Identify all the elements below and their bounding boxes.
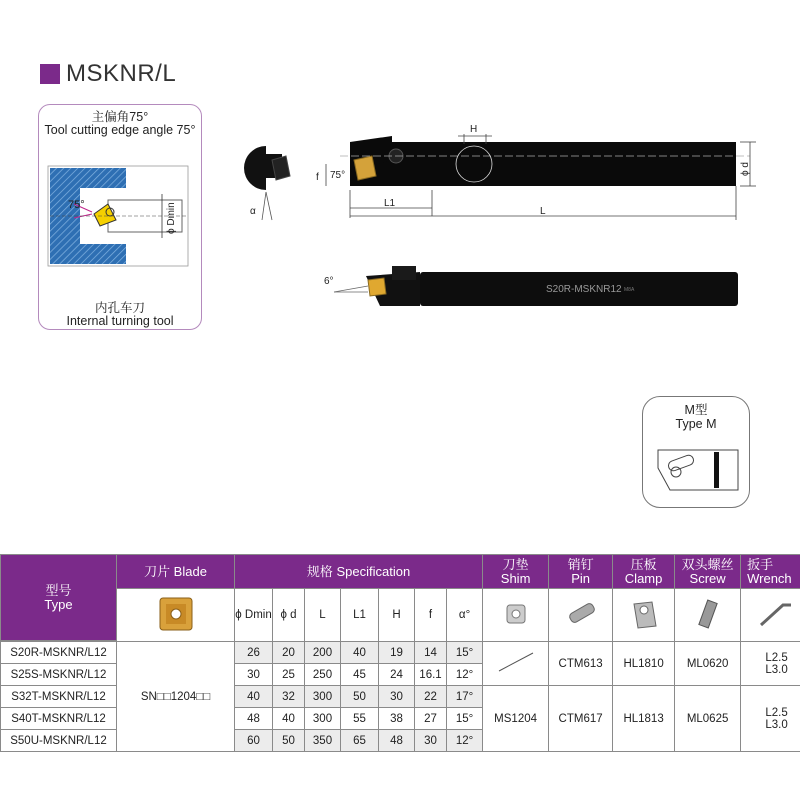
type-m-cn: M型	[684, 403, 708, 417]
alpha-cell: 12°	[447, 730, 483, 752]
f-cell: 30	[415, 730, 447, 752]
f-cell: 14	[415, 642, 447, 664]
type-cell: S20R-MSKNR/L12	[1, 642, 117, 664]
type-cell: S25S-MSKNR/L12	[1, 664, 117, 686]
alpha-cell: 17°	[447, 686, 483, 708]
h-cell: 30	[379, 686, 415, 708]
insert-blade-icon	[156, 594, 196, 634]
header-pin-en: Pin	[571, 570, 590, 586]
shim-icon	[505, 603, 527, 625]
l1-cell: 40	[341, 642, 379, 664]
col-dmin: ϕ Dmin	[235, 589, 273, 642]
alpha-cell: 12°	[447, 664, 483, 686]
h-cell: 24	[379, 664, 415, 686]
f-cell: 22	[415, 686, 447, 708]
end-view-diagram	[236, 136, 302, 232]
tool-photo	[320, 262, 744, 314]
cutting-angle-cn: 主偏角75°	[91, 110, 149, 124]
pin-image-cell	[549, 589, 613, 642]
pin-cell-group2: CTM617	[549, 686, 613, 752]
title-marker	[40, 64, 60, 84]
type-cell: S50U-MSKNR/L12	[1, 730, 117, 752]
l1-cell: 50	[341, 686, 379, 708]
header-screw-en: Screw	[689, 570, 726, 586]
info-angle-label: 75°	[68, 199, 85, 211]
type-cell: S32T-MSKNR/L12	[1, 686, 117, 708]
internal-tool-en: Internal turning tool	[66, 314, 174, 328]
six-degree-label: 6°	[324, 276, 334, 287]
h-cell: 38	[379, 708, 415, 730]
col-d: ϕ d	[273, 589, 305, 642]
header-clamp-en: Clamp	[624, 570, 663, 586]
header-shim-en: Shim	[500, 570, 531, 586]
shim-cell-group2: MS1204	[483, 686, 549, 752]
l-cell: 250	[305, 664, 341, 686]
cutting-angle-en: Tool cutting edge angle 75°	[44, 123, 196, 137]
h-label: H	[470, 124, 478, 135]
header-type-en: Type	[44, 596, 73, 612]
h-cell: 48	[379, 730, 415, 752]
side-view-diagram	[300, 120, 760, 230]
h-cell: 19	[379, 642, 415, 664]
wrench-cell-group2	[741, 686, 800, 752]
l1-label: L1	[384, 198, 396, 209]
clamp-cell-group1: HL1810	[613, 642, 675, 686]
l-cell: 200	[305, 642, 341, 664]
f-cell: 16.1	[415, 664, 447, 686]
d-cell: 40	[273, 708, 305, 730]
header-clamp	[613, 555, 675, 589]
pin-icon	[561, 598, 601, 630]
wrench-g2-1: L2.5	[765, 706, 788, 719]
header-shim-cn: 刀垫	[502, 556, 529, 572]
header-clamp-cn: 压板	[630, 556, 657, 572]
header-blade: 刀片 Blade	[117, 555, 235, 589]
header-spec: 规格 Specification	[235, 555, 483, 589]
end-view-alpha: α	[250, 206, 256, 217]
d-cell: 20	[273, 642, 305, 664]
d-cell: 50	[273, 730, 305, 752]
alpha-cell: 15°	[447, 642, 483, 664]
col-l1: L1	[341, 589, 379, 642]
wrench-g1-2: L3.0	[765, 663, 788, 676]
bar-marking: S20R-MSKNR12	[546, 284, 622, 295]
dmin-cell: 40	[235, 686, 273, 708]
wrench-g1-1: L2.5	[765, 651, 788, 664]
header-pin	[549, 555, 613, 589]
wrench-g2-2: L3.0	[765, 718, 788, 731]
header-shim	[483, 555, 549, 589]
header-wrench-en: Wrench	[747, 570, 792, 586]
header-screw-cn: 双头螺丝	[681, 556, 734, 572]
clamp-image-cell	[613, 589, 675, 642]
wrench-icon	[757, 597, 797, 631]
l-cell: 300	[305, 708, 341, 730]
clamp-cell-group2: HL1813	[613, 686, 675, 752]
spec-table	[0, 554, 800, 752]
side-angle-label: 75°	[330, 170, 346, 181]
shim-image-cell	[483, 589, 549, 642]
screw-cell-group2: ML0625	[675, 686, 741, 752]
pin-cell-group1: CTM613	[549, 642, 613, 686]
f-label: f	[316, 172, 319, 183]
dmin-cell: 26	[235, 642, 273, 664]
l-label: L	[540, 206, 546, 217]
header-pin-cn: 销钉	[567, 556, 594, 572]
header-screw	[675, 555, 741, 589]
d-label: ϕ d	[740, 162, 751, 176]
clamp-icon	[628, 596, 660, 632]
blade-code-cell: SN□□1204□□	[117, 642, 235, 752]
header-type	[1, 555, 117, 641]
type-cell: S40T-MSKNR/L12	[1, 708, 117, 730]
dmin-cell: 60	[235, 730, 273, 752]
col-alpha: α°	[447, 589, 483, 642]
header-wrench	[741, 555, 800, 589]
shim-cell-group1	[483, 642, 549, 686]
bar-small-marking: M8A	[624, 287, 635, 293]
screw-icon	[693, 597, 723, 631]
bore-section-diagram	[46, 164, 190, 268]
col-l: L	[305, 589, 341, 642]
d-cell: 32	[273, 686, 305, 708]
internal-tool-cn: 内孔车刀	[94, 301, 145, 315]
header-type-cn: 型号	[45, 582, 72, 598]
f-cell: 27	[415, 708, 447, 730]
screw-image-cell	[675, 589, 741, 642]
screw-cell-group1: ML0620	[675, 642, 741, 686]
l-cell: 350	[305, 730, 341, 752]
table-row	[1, 642, 800, 664]
l-cell: 300	[305, 686, 341, 708]
wrench-image-cell	[741, 589, 800, 642]
type-m-diagram	[654, 438, 742, 494]
col-h: H	[379, 589, 415, 642]
wrench-cell-group1	[741, 642, 800, 686]
type-m-en: Type M	[675, 417, 717, 431]
l1-cell: 55	[341, 708, 379, 730]
header-wrench-cn: 扳手	[747, 556, 774, 572]
no-shim-slash-icon	[491, 647, 541, 677]
dmin-label: ϕ Dmin	[166, 202, 177, 234]
alpha-cell: 15°	[447, 708, 483, 730]
d-cell: 25	[273, 664, 305, 686]
page-title: MSKNR/L	[66, 60, 177, 87]
dmin-cell: 48	[235, 708, 273, 730]
l1-cell: 65	[341, 730, 379, 752]
blade-image-cell	[117, 589, 235, 642]
col-f: f	[415, 589, 447, 642]
l1-cell: 45	[341, 664, 379, 686]
dmin-cell: 30	[235, 664, 273, 686]
